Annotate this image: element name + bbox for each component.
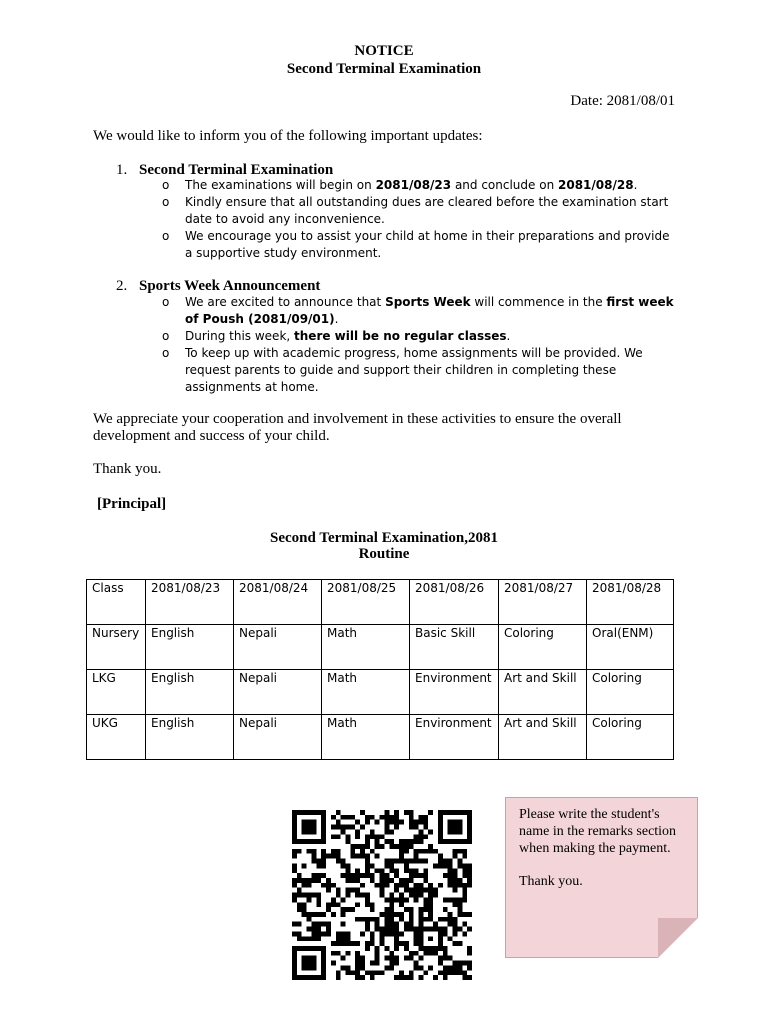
table-cell: Environment <box>410 715 499 760</box>
routine-table <box>86 579 674 760</box>
table-cell: Math <box>322 625 410 670</box>
table-cell: 2081/08/23 <box>146 580 234 625</box>
table-cell: Math <box>322 715 410 760</box>
table-cell: 2081/08/24 <box>234 580 322 625</box>
table-cell: 2081/08/25 <box>322 580 410 625</box>
signature: [Principal] <box>97 496 167 512</box>
section-1-bullets <box>160 177 680 262</box>
table-cell: English <box>146 625 234 670</box>
table-cell: Nepali <box>234 625 322 670</box>
payment-sticky-note <box>505 797 698 958</box>
table-row <box>87 625 674 670</box>
bullet-item: o We encourage you to assist your child at home in their preparations and provide a supportive study environment. <box>160 228 680 262</box>
section-1-number: 1. <box>116 162 128 178</box>
table-cell: Nursery <box>87 625 146 670</box>
section-2-bullets <box>160 294 680 396</box>
table-cell: Nepali <box>234 670 322 715</box>
table-cell: Class <box>87 580 146 625</box>
note-thanks: Thank you. <box>519 874 583 889</box>
notice-subtitle: Second Terminal Examination <box>286 61 482 77</box>
routine-title: Second Terminal Examination,2081 <box>270 530 498 546</box>
bullet-item: o We are excited to announce that Sports Week will commence in the first week of Poush (2081/09/01). <box>160 294 680 328</box>
intro-paragraph: We would like to inform you of the following important updates: <box>93 128 483 144</box>
section-2-title: Sports Week Announcement <box>139 278 321 294</box>
table-cell: Coloring <box>587 715 674 760</box>
section-2-number: 2. <box>116 278 128 294</box>
payment-qr-code[interactable] <box>292 810 472 980</box>
table-cell: Math <box>322 670 410 715</box>
table-cell: English <box>146 715 234 760</box>
table-cell: 2081/08/26 <box>410 580 499 625</box>
table-cell: Art and Skill <box>499 670 587 715</box>
table-cell: Basic Skill <box>410 625 499 670</box>
note-folded-corner <box>658 918 698 958</box>
section-1-title: Second Terminal Examination <box>139 162 334 178</box>
table-cell: Coloring <box>499 625 587 670</box>
table-cell: Nepali <box>234 715 322 760</box>
note-text: Please write the student's name in the remarks section when making the payment. <box>519 807 677 856</box>
bullet-item: o During this week, there will be no regular classes. <box>160 328 680 345</box>
table-cell: LKG <box>87 670 146 715</box>
table-row <box>87 670 674 715</box>
thanks-text: Thank you. <box>93 461 162 477</box>
bullet-item: o Kindly ensure that all outstanding dues are cleared before the examination start date to avoid any inconvenience. <box>160 194 680 228</box>
table-header-row <box>87 580 674 625</box>
table-cell: UKG <box>87 715 146 760</box>
notice-date: Date: 2081/08/01 <box>570 93 675 109</box>
routine-subtitle: Routine <box>358 546 410 562</box>
table-row <box>87 715 674 760</box>
table-cell: English <box>146 670 234 715</box>
closing-paragraph: We appreciate your cooperation and involvement in these activities to ensure the overall development and success of your child. <box>93 411 622 444</box>
bullet-item: o To keep up with academic progress, home assignments will be provided. We request parents to guide and support their children in completing these assignments at home. <box>160 345 680 396</box>
table-cell: Coloring <box>587 670 674 715</box>
table-cell: Environment <box>410 670 499 715</box>
table-cell: 2081/08/28 <box>587 580 674 625</box>
bullet-item: o The examinations will begin on 2081/08/23 and conclude on 2081/08/28. <box>160 177 680 194</box>
table-cell: 2081/08/27 <box>499 580 587 625</box>
notice-title: NOTICE <box>354 43 414 59</box>
table-cell: Art and Skill <box>499 715 587 760</box>
table-cell: Oral(ENM) <box>587 625 674 670</box>
